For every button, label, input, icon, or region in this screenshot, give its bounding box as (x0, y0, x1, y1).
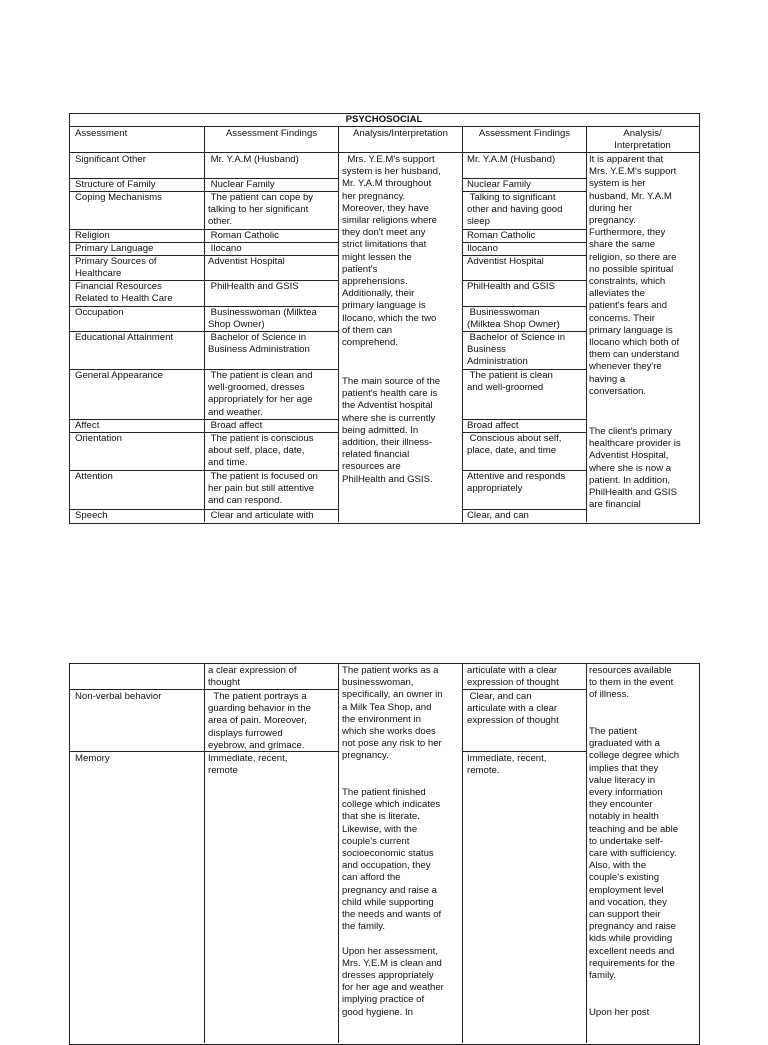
label-religion: Religion (75, 230, 110, 241)
f1-speech-cont: a clear expression of thought (208, 665, 297, 689)
f2-attention: Attentive and responds appropriately (467, 471, 566, 495)
a2-support-system: It is apparent that Mrs. Y.E.M's support system is her husband, Mr. Y.A.M during her pregnancy. Furthermore, they share the same religion, so there are no possible spiritual constraints, which alleviates the patient's fears and concerns. Their primary language is Ilocano which both of them can understand whenever they're having a conversation. (589, 154, 680, 397)
header-findings-1: Assessment Findings (225, 128, 318, 139)
f1-financial: PhilHealth and GSIS (208, 281, 299, 292)
f2-language: Ilocano (467, 243, 498, 254)
header-findings-2: Assessment Findings (478, 128, 571, 139)
label-healthcare: Primary Sources of Healthcare (75, 256, 157, 280)
f1-significant-other: Mr. Y.A.M (Husband) (208, 154, 299, 165)
f1-education: Bachelor of Science in Business Administration (208, 332, 310, 356)
f1-orientation: The patient is conscious about self, place, date, and time. (208, 433, 314, 469)
f1-structure-family: Nuclear Family (208, 179, 275, 190)
f1-attention: The patient is focused on her pain but still attentive and can respond. (208, 471, 318, 507)
f2-religion: Roman Catholic (467, 230, 536, 241)
label-affect: Affect (75, 420, 100, 431)
f2-speech-cont: articulate with a clear expression of thought (467, 665, 559, 689)
label-appearance: General Appearance (75, 370, 164, 381)
label-orientation: Orientation (75, 433, 122, 444)
f2-healthcare: Adventist Hospital (467, 256, 544, 267)
a2-resources-analysis: resources available to them in the event of illness. The patient graduated with a college degree which implies that they value literacy in every information they encounter notably in health teaching and be able to undertake self- care with sufficiency. Also, with the couple's existing employment level and vocation, they can support their pregnancy and raise kids while providing excellent needs and requirements for the family. Upon her post (589, 665, 680, 1018)
f2-education: Bachelor of Science in Business Administration (467, 332, 566, 368)
f2-memory: Immediate, recent, remote. (467, 753, 547, 777)
label-nonverbal: Non-verbal behavior (75, 691, 162, 702)
f2-occupation: Businesswoman (Milktea Shop Owner) (467, 307, 560, 331)
f1-religion: Roman Catholic (208, 230, 279, 241)
f2-orientation: Conscious about self, place, date, and time (467, 433, 562, 457)
f1-nonverbal: The patient portrays a guarding behavior in the area of pain. Moreover, displays furrowed eyebrow, and grimace. (208, 691, 311, 751)
f1-coping: The patient can cope by talking to her significant other. (208, 192, 314, 228)
label-coping: Coping Mechanisms (75, 192, 162, 203)
a1-support-system: Mrs. Y.E.M's support system is her husband, Mr. Y.A.M throughout her pregnancy. Moreover, they have similar religions where they don't meet any strict limitations that might lessen the patient's apprehensions. Additionally, their primary language is Ilocano, which the two of them can comprehend. (342, 154, 441, 349)
label-occupation: Occupation (75, 307, 124, 318)
a2-healthcare-provider: The client's primary healthcare provider is Adventist Hospital, where she is now a patient. In addition, PhilHealth and GSIS are financial (589, 426, 681, 511)
f1-occupation: Businesswoman (Milktea Shop Owner) (208, 307, 317, 331)
label-language: Primary Language (75, 243, 154, 254)
f2-affect: Broad affect (467, 420, 519, 431)
label-attention: Attention (75, 471, 113, 482)
f1-memory: Immediate, recent, remote (208, 753, 288, 777)
label-financial: Financial Resources Related to Health Care (75, 281, 173, 305)
f2-financial: PhilHealth and GSIS (467, 281, 555, 292)
f1-healthcare: Adventist Hospital (208, 256, 285, 267)
f1-affect: Broad affect (208, 420, 263, 431)
f1-language: Ilocano (208, 243, 242, 254)
label-speech: Speech (75, 510, 108, 521)
f2-coping: Talking to significant other and having good sleep (467, 192, 563, 228)
f1-appearance: The patient is clean and well-groomed, dresses appropriately for her age and weather. (208, 370, 313, 418)
f2-nonverbal: Clear, and can articulate with a clear expression of thought (467, 691, 559, 727)
f2-speech: Clear, and can (467, 510, 529, 521)
f2-appearance: The patient is clean and well-groomed (467, 370, 553, 394)
header-assessment: Assessment (75, 128, 128, 139)
header-analysis-2: Analysis/ Interpretation (614, 128, 671, 152)
f1-speech: Clear and articulate with (208, 510, 314, 521)
label-significant-other: Significant Other (75, 154, 146, 165)
header-analysis-1: Analysis/Interpretation (353, 128, 448, 139)
label-memory: Memory (75, 753, 110, 764)
label-education: Educational Attainment (75, 332, 174, 343)
a1-healthcare-source: The main source of the patient's health care is the Adventist hospital where she is currently being admitted. In addition, their illness- related financial resources are PhilHealth and GSIS. (342, 376, 441, 485)
a1-occupation-analysis: The patient works as a businesswoman, specifically, an owner in a Milk Tea Shop, and the environment in which she works does not pose any risk to her pregnancy. The patient finished college which indicates that she is literate. Likewise, with the couple's current socioeconomic status and occupation, they can afford the pregnancy and raise a child while supporting the needs and wants of the family. Upon her assessment, Mrs. Y.E.M is clean and dresses appropriately for her age and weather implying practice of good hygiene. In (342, 665, 444, 1018)
label-structure-family: Structure of Family (75, 179, 156, 190)
f2-significant-other: Mr. Y.A.M (Husband) (467, 154, 556, 165)
f2-structure-family: Nuclear Family (467, 179, 531, 190)
table-title: PSYCHOSOCIAL (345, 114, 423, 125)
